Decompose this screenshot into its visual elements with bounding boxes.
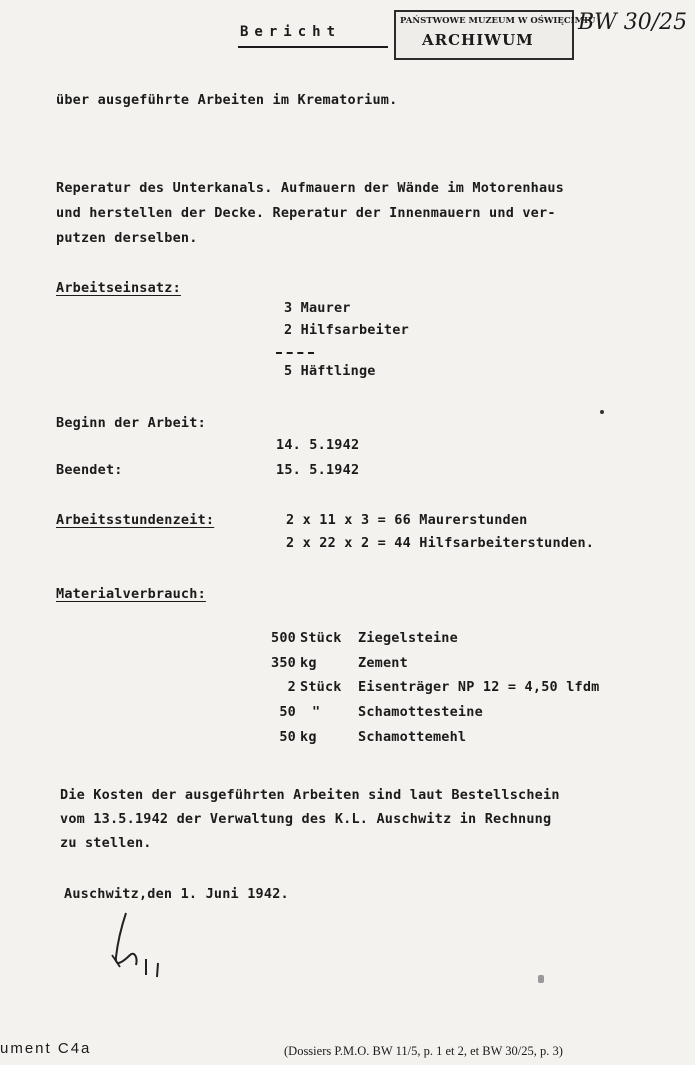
material-qty: 50 [279,729,296,745]
handwritten-reference: BW 30/25 [578,10,688,35]
footer-source-reference: (Dossiers P.M.O. BW 11/5, p. 1 et 2, et BW 30/25, p. 3) [284,1044,563,1058]
workforce-item-masons: 3 Maurer [284,300,351,316]
stamp-archive-text: ARCHIWUM [422,31,534,49]
closing-place-date: Auschwitz,den 1. Juni 1942. [64,886,289,902]
material-qty: 350 [271,655,296,671]
costs-line-3: zu stellen. [60,835,152,851]
worktime-line-masons: 2 x 11 x 3 = 66 Maurerstunden [286,512,528,528]
material-item: Schamottemehl [358,729,467,745]
worktime-label: Arbeitsstundenzeit: [56,512,215,528]
start-date: 14. 5.1942 [276,437,360,453]
subject-line: über ausgeführte Arbeiten im Krematorium. [56,92,398,108]
workforce-item-helpers: 2 Hilfsarbeiter [284,322,409,338]
material-unit: Stück [300,679,342,695]
material-unit: " [312,704,321,720]
material-item: Ziegelsteine [358,630,458,646]
signature-mark [100,905,180,985]
material-qty: 50 [279,704,296,720]
material-qty: 2 [287,679,296,695]
materials-label: Materialverbrauch: [56,586,206,602]
scan-speck [538,975,544,983]
scan-speck [600,410,604,414]
material-item: Schamottesteine [358,704,483,720]
title-underline [238,46,388,48]
description-line-3: putzen derselben. [56,230,198,246]
archive-stamp [394,10,596,60]
description-line-1: Reperatur des Unterkanals. Aufmauern der Wände im Motorenhaus [56,180,564,196]
workforce-label: Arbeitseinsatz: [56,280,181,296]
description-line-2: und herstellen der Decke. Reperatur der Innenmauern und ver- [56,205,556,221]
material-item: Zement [358,655,408,671]
footer-document-label: ument C4a [0,1040,92,1057]
material-unit: kg [300,729,317,745]
costs-line-1: Die Kosten der ausgeführten Arbeiten sind laut Bestellschein [60,787,560,803]
end-date: 15. 5.1942 [276,462,360,478]
end-label: Beendet: [56,462,123,478]
material-qty: 500 [271,630,296,646]
worktime-line-helpers: 2 x 22 x 2 = 44 Hilfsarbeiterstunden. [286,535,595,551]
material-unit: Stück [300,630,342,646]
start-label: Beginn der Arbeit: [56,415,206,431]
costs-line-2: vom 13.5.1942 der Verwaltung des K.L. Auschwitz in Rechnung [60,811,552,827]
workforce-item-prisoners: 5 Häftlinge [284,363,376,379]
sum-divider [276,352,314,354]
report-title: Bericht [240,24,342,40]
material-unit: kg [300,655,317,671]
material-item: Eisenträger NP 12 = 4,50 lfdm [358,679,600,695]
stamp-museum-text: PAŃSTWOWE MUZEUM W OŚWIĘCIMIU [400,16,596,26]
